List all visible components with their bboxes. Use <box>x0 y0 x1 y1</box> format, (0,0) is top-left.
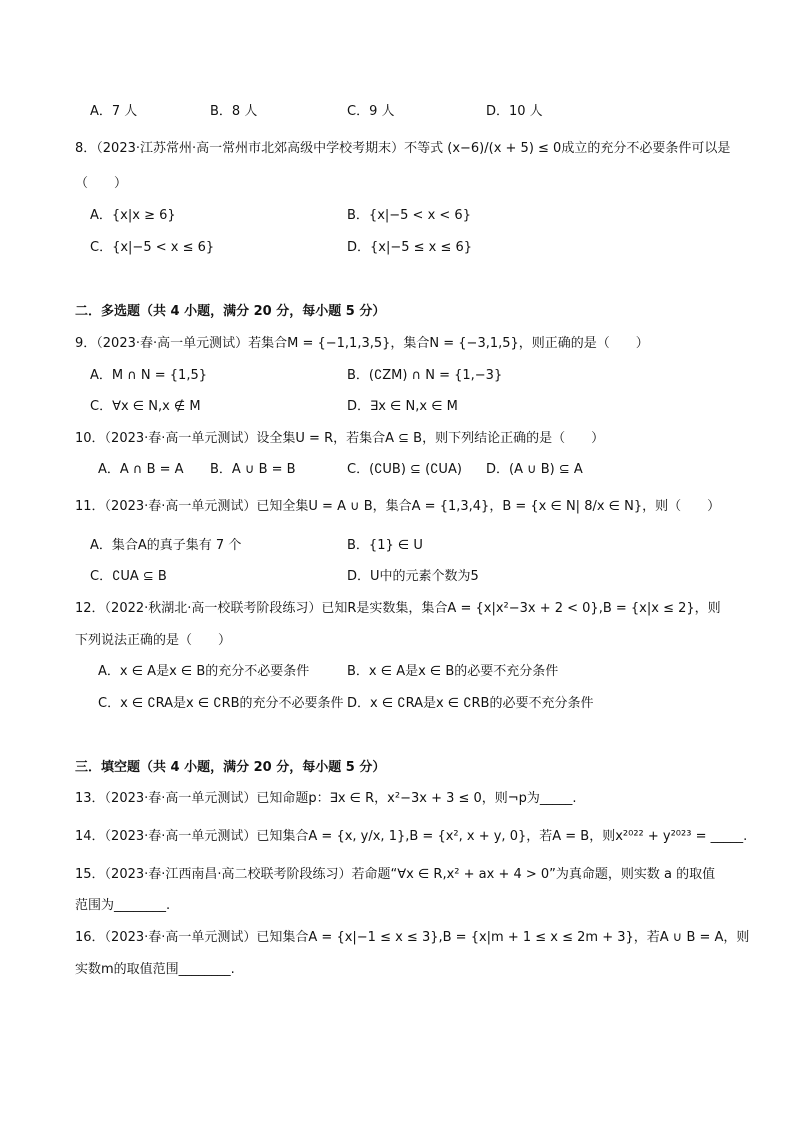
q11-option-c: C．∁UA ⊆ B <box>90 569 167 584</box>
q10-option-b: B．A ∪ B = B <box>210 462 296 477</box>
q12-option-b: B．x ∈ A是x ∈ B的必要不充分条件 <box>347 664 559 679</box>
q7-option-c: C．9 人 <box>347 104 395 119</box>
q11-option-b: B．{1} ∈ U <box>347 538 423 553</box>
q9-option-c: C．∀x ∈ N,x ∉ M <box>90 399 201 414</box>
q14-stem: 14．（2023·春·高一单元测试）已知集合A = {x, y/x, 1},B = {x², x + y, 0}，若A = B，则x²⁰²² + y²⁰²³ = _____. <box>75 829 748 844</box>
q11-option-a: A．集合A的真子集有 7 个 <box>90 538 242 553</box>
q9-stem: 9．（2023·春·高一单元测试）若集合M = {−1,1,3,5}，集合N = {−3,1,5}，则正确的是（ ） <box>75 336 649 351</box>
q10-stem: 10．（2023·春·高一单元测试）设全集U = R，若集合A ⊆ B，则下列结论正确的是（ ） <box>75 431 605 446</box>
q9-option-b: B．(∁ZM) ∩ N = {1,−3} <box>347 368 503 383</box>
section3-title: 三．填空题（共 4 小题，满分 20 分，每小题 5 分） <box>75 760 386 775</box>
q11-option-d: D．U中的元素个数为5 <box>347 569 479 584</box>
q16-stem-line2: 实数m的取值范围________. <box>75 962 235 977</box>
q8-option-a: A．{x|x ≥ 6} <box>90 208 176 223</box>
section2-title: 二．多选题（共 4 小题，满分 20 分，每小题 5 分） <box>75 304 386 319</box>
q8-option-b: B．{x|−5 < x < 6} <box>347 208 471 223</box>
q12-stem-line1: 12．（2022·秋湖北·高一校联考阶段练习）已知R是实数集，集合A = {x|x²−3x + 2 < 0},B = {x|x ≤ 2}，则 <box>75 601 721 616</box>
q7-option-a: A．7 人 <box>90 104 138 119</box>
q11-stem: 11．（2023·春·高一单元测试）已知全集U = A ∪ B，集合A = {1,3,4}，B = {x ∈ N| 8/x ∈ N}，则（ ） <box>75 499 721 514</box>
q10-option-c: C．(∁UB) ⊆ (∁UA) <box>347 462 462 477</box>
q9-option-d: D．∃x ∈ N,x ∈ M <box>347 399 458 414</box>
q12-option-a: A．x ∈ A是x ∈ B的充分不必要条件 <box>98 664 310 679</box>
q8-option-c: C．{x|−5 < x ≤ 6} <box>90 240 215 255</box>
q12-option-d: D．x ∈ ∁RA是x ∈ ∁RB的必要不充分条件 <box>347 696 594 711</box>
q8-answer-paren: （ ） <box>75 176 128 191</box>
q8-option-d: D．{x|−5 ≤ x ≤ 6} <box>347 240 473 255</box>
q7-option-d: D．10 人 <box>486 104 543 119</box>
q12-stem-line2: 下列说法正确的是（ ） <box>75 633 232 648</box>
q15-stem-line1: 15．（2023·春·江西南昌·高二校联考阶段练习）若命题“∀x ∈ R,x² + ax + 4 > 0”为真命题，则实数 a 的取值 <box>75 867 716 882</box>
q13-stem: 13．（2023·春·高一单元测试）已知命题p：∃x ∈ R，x²−3x + 3 ≤ 0，则¬p为_____. <box>75 791 577 806</box>
q12-option-c: C．x ∈ ∁RA是x ∈ ∁RB的充分不必要条件 <box>98 696 344 711</box>
q16-stem-line1: 16．（2023·春·高一单元测试）已知集合A = {x|−1 ≤ x ≤ 3},B = {x|m + 1 ≤ x ≤ 2m + 3}，若A ∪ B = A，则 <box>75 930 750 945</box>
q9-option-a: A．M ∩ N = {1,5} <box>90 368 207 383</box>
q8-stem: 8．（2023·江苏常州·高一常州市北郊高级中学校考期末）不等式 (x−6)/(x + 5) ≤ 0成立的充分不必要条件可以是 <box>75 141 731 156</box>
q7-option-b: B．8 人 <box>210 104 258 119</box>
q10-option-a: A．A ∩ B = A <box>98 462 184 477</box>
q15-stem-line2: 范围为________. <box>75 898 171 913</box>
q10-option-d: D．(A ∪ B) ⊆ A <box>486 462 583 477</box>
